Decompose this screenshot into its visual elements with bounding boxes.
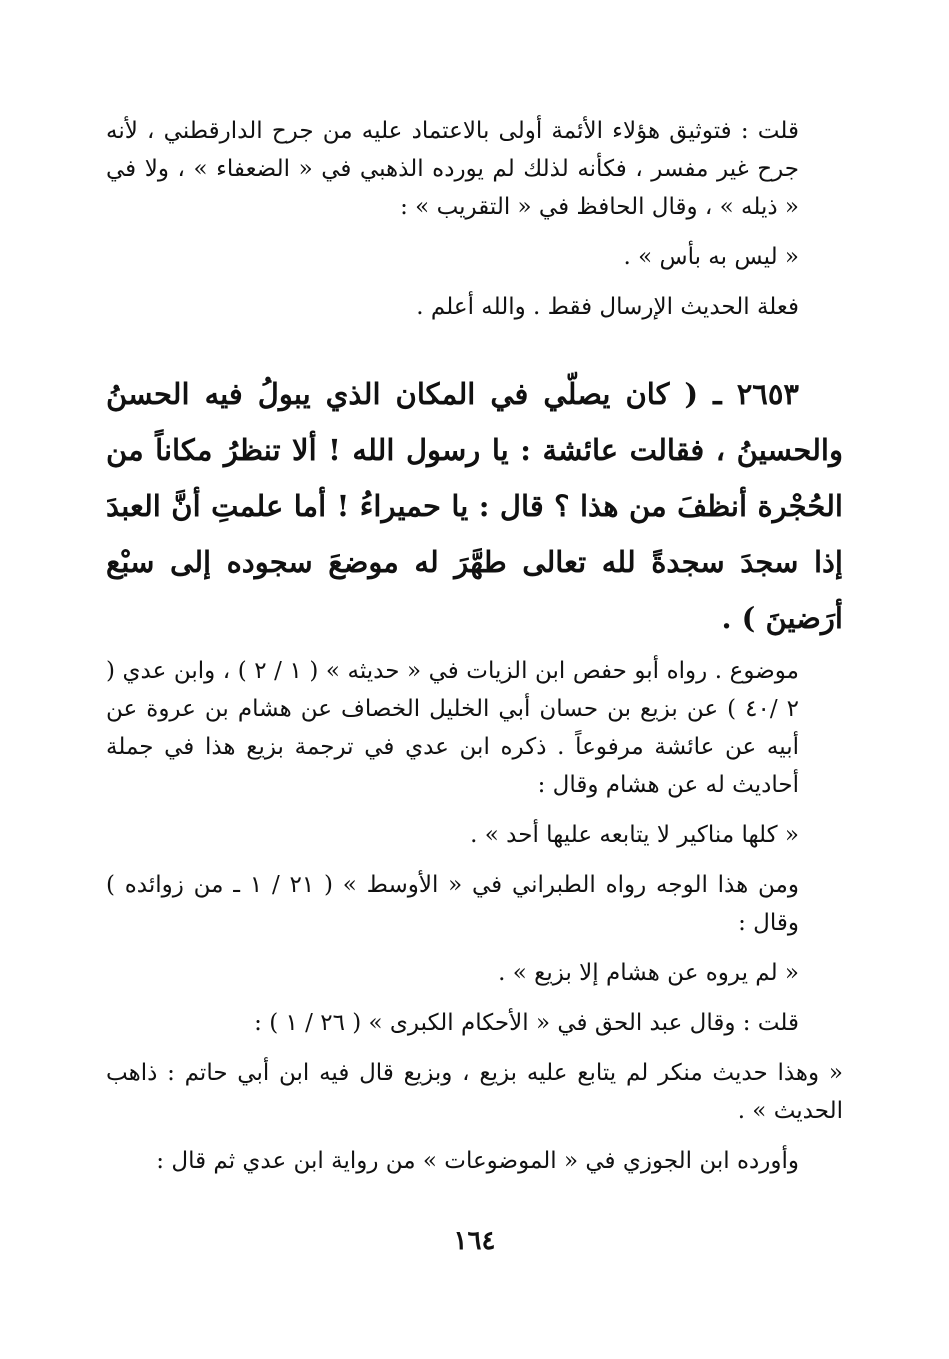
hadith-body: ٢٦٥٣ ـ ( كان يصلّي في المكان الذي يبولُ فيه الحسنُ والحسينُ ، فقالت عائشة : يا رسول الله ! ألا تنظرُ مكاناً من الحُجْرة أنظفَ من هذا ؟ قال : يا حميراءُ ! أما علمتِ أنَّ العبدَ إذا سجدَ سجدةً لله تعالى طهَّرَ له موضعَ سجوده إلى سبْع أرَضينَ ) . xyxy=(106,377,843,635)
page-number: ١٦٤ xyxy=(453,1226,496,1256)
paragraph-conclusion: فعلة الحديث الإرسال فقط . والله أعلم . xyxy=(416,294,799,320)
paragraph-intro: قلت : فتوثيق هؤلاء الأئمة أولى بالاعتماد عليه من جرح الدارقطني ، لأنه جرح غير مفسر ، فكأنه لذلك لم يورده الذهبي في « الضعفاء » ، ولا في « ذيله » ، وقال الحافظ في « التقريب » : xyxy=(106,118,799,220)
commentary-paragraph-3: قلت : وقال عبد الحق في « الأحكام الكبرى » ( ٢٦ / ١ ) : xyxy=(254,1010,799,1036)
commentary-paragraph-1: موضوع . رواه أبو حفص ابن الزيات في « حديثه » ( ١ / ٢ ) ، وابن عدي ( ٢ /٤٠ ) عن بزيع بن حسان أبي الخليل الخصاف عن هشام بن عروة عن أبيه عن عائشة مرفوعاً . ذكره ابن عدي في ترجمة بزيع هذا في جملة أحاديث له عن هشام وقال : xyxy=(106,658,799,798)
hadith-text xyxy=(106,366,843,646)
commentary-quote-1: « كلها مناكير لا يتابعه عليها أحد » . xyxy=(470,822,799,848)
page-body xyxy=(106,112,843,1180)
commentary-paragraph-2: ومن هذا الوجه رواه الطبراني في « الأوسط » ( ٢١ / ١ ـ من زوائده ) وقال : xyxy=(106,872,799,936)
commentary-quote-2: « لم يروه عن هشام إلا بزيع » . xyxy=(498,960,799,986)
commentary-quote-3: « وهذا حديث منكر لم يتابع عليه بزيع ، وبزيع قال فيه ابن أبي حاتم : ذاهب الحديث » . xyxy=(106,1060,843,1124)
quote-laysa-bihi-bas: « ليس به بأس » . xyxy=(623,244,799,270)
commentary-paragraph-4: وأورده ابن الجوزي في « الموضوعات » من رواية ابن عدي ثم قال : xyxy=(156,1148,799,1174)
